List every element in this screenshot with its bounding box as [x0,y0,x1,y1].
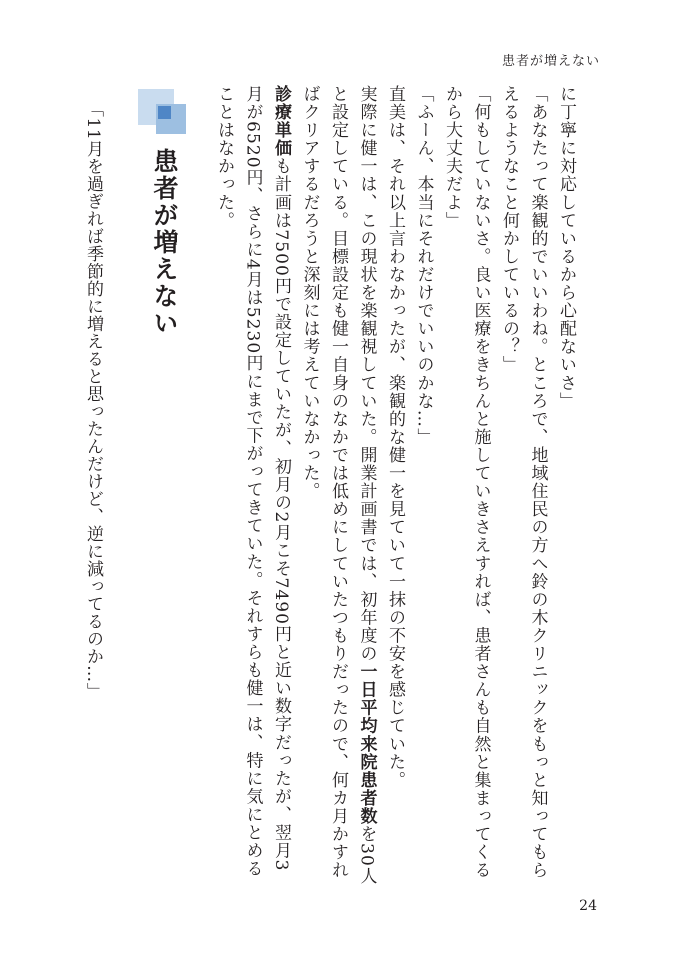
paragraph-text: 実際に健一は、この現状を楽観視していた。開業計画書では、初年度の [356,85,377,663]
section-heading: 患者が増えない [150,148,179,337]
paragraph-text: も計画は7500円で設定していたが、初月の2月こそ7490円と近い数字だったが、翌月3月が6520円、さらに4月は5230円にまで下がってきていた。それすらも健一は、特に気にとめることはなかった。 [214,85,291,878]
paragraph [295,85,381,885]
paragraph: に丁寧に対応しているから心配ないさ」 [556,85,576,410]
paragraph [210,85,296,885]
bold-term: 一日平均来院患者数 [356,662,377,826]
paragraph: 直美は、それ以上言わなかったが、楽観的な健一を見ていて一抹の不安を感じていた。 [385,85,405,789]
heading-decoration-icon [138,89,190,141]
paragraph: 「ふーん、本当にそれだけでいいのかな…」 [413,85,434,446]
body-text [130,85,580,885]
page-number: 24 [579,898,597,914]
running-header: 患者が増えない [501,54,600,69]
paragraph: 「あなたって楽観的でいいわね。ところで、地域住民の方へ鈴の木クリニックをもっと知ってもらえるようなこと何かしているの？」 [499,85,548,880]
bold-term: 診療単価 [271,85,291,158]
paragraph-text: を30人と設定している。目標設定も健一自身のなかでは低めにしていたつもりだったので、何カ月かすればクリアするだろうと深刻には考えていなかった。 [299,85,377,885]
side-quote: 「11月を過ぎれば季節的に増えると思ったんだけど、逆に減ってるのか…」 [83,100,103,701]
paragraph: 「何もしていないさ。良い医療をきちんと施していきさえすれば、患者さんも自然と集まってくるから大丈夫だよ」 [442,85,491,880]
